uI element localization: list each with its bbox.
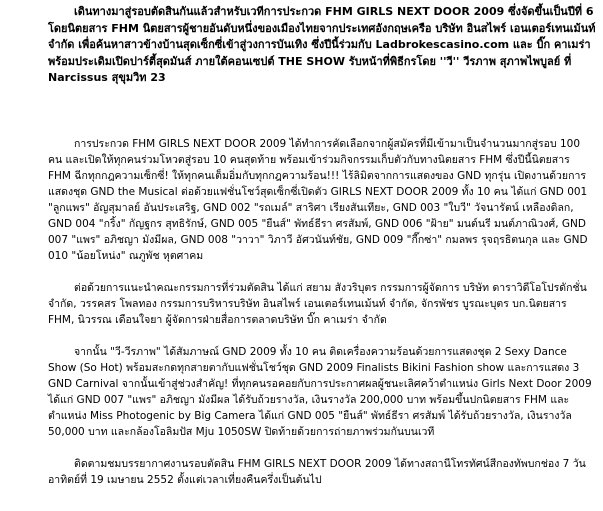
paragraph-text: จากนั้น "วี-วีรภาพ" ได้สัมภาษณ์ GND 2009 ทั้ง 10 คน ติดเครื่องความร้อนด้วยการแสดงชุด 2 Sexy Dance Show (So Hot) พร้อมสะกดทุกสายตากับแฟชั่นโชว์ชุด GND 2009 Finalists Bikini Fashion show และการแสดง 3 GND Carnival จากนั้นเข้าสู่ช่วงสำคัญ! ที่ทุกคนรอคอยกับการประกาศผลผู้ชนะเลิศคว้าตำแหน่ง Girls Next Door 2009 ได้แก่ GND 007 "แพร" อภิชญา มังมีผล ได้รับถ้วยรางวัล, เงินรางวัล 200,000 บาท พร้อมขึ้นปกนิตยสาร FHM และตำแหน่ง Miss Photogenic by Big Camera ได้แก่ GND 005 "ยืนส์" พัทธ์ธีรา ศรสัมพ์ ได้รับถ้วยรางวัล, เงินรางวัล 50,000 บาท และกล้องโอลิมปัส Mju 1050SW ปิดท้ายด้วยการถ่ายภาพร่วมกันบนเวที xyxy=(48,346,592,438)
paragraph-text: การประกวด FHM GIRLS NEXT DOOR 2009 ได้ทำการคัดเลือกจากผู้สมัครที่มีเข้ามาเป็นจำนวนมากสู่รอบ 100 คน และเปิดให้ทุกคนร่วมโหวตสู่รอบ 10 คนสุดท้าย พร้อมเข้าร่วมกิจกรรมเก็บตัวกับทางนิตยสาร FHM ซึ่งปีนี้นิตยสาร FHM ฉีกทุกกฎความเซ็กซี่! ให้ทุกคนเต็มอิ่มกับทุกกฎความร้อน!!! ไร้ลิมิตจากการแสดงของ GND ทุกรุ่น เปิดงานด้วยการแสดงชุด GND the Musical ต่อด้วยแฟชั่นโชว์สุดเซ็กซี่เปิดตัว GIRLS NEXT DOOR 2009 ทั้ง 10 คน ได้แก่ GND 001 "ลูกแพร" อัญสุมาลย์ อันประเสริฐ, GND 002 "รถเมล์" สาริศา เรียงสันเทียะ, GND 003 "ใบวี" วัจนารัตน์ เหลืองดิลก, GND 004 "กริ้ง" กัญฐกร สุทธิรักษ์, GND 005 "ยืนส์" พัทธ์ธีรา ศรสัมพ์, GND 006 "ฝ้าย" มนต์นรี มนต์ภาณิวงศ์, GND 007 "แพร" อภิชญา มังมีผล, GND 008 "วาวา" วิภาวี อัศวนันท์ชัย, GND 009 "กี๊กซ่า" กมลพร รุจฤรธิตนกุล และ GND 010 "น้อยโหน่ง" ณภูพัช หุตศาคม xyxy=(48,138,588,262)
body-paragraph-4 xyxy=(48,456,596,488)
lead-text: เดินทางมาสู่รอบตัดสินกันแล้วสำหรับเวทีการประกวด FHM GIRLS NEXT DOOR 2009 ซึ่งจัดขึ้นเป็นปีที่ 6 โดยนิตยสาร FHM นิตยสารผู้ชายอันดับหนึ่งของเมืองไทยจากประเทศอังกฤษเครือ บริษัท อินสไพร์ เอนเตอร์เทนเม้นท์ จำกัด เพื่อค้นหาสาวข้างบ้านสุดเซ็กซี่เข้าสู่วงการบันเทิง ซึ่งปีนี้ร่วมกับ Ladbrokescasino.com และ บิ๊ก คาเมร่า พร้อมประเดิมเปิดปาร์ตี้สุดมันส์ ภายใต้คอนเซปต์ THE SHOW รับหน้าที่พิธีกรโดย ''วี'' วีรภาพ สุภาพไพบูลย์ ที่ Narcissus สุขุมวิท 23 xyxy=(48,5,596,84)
body-paragraph-2 xyxy=(48,280,596,328)
body-paragraph-3 xyxy=(48,344,596,440)
body-paragraph-1 xyxy=(48,136,596,264)
lead-paragraph xyxy=(48,4,596,87)
article-body xyxy=(48,136,596,504)
paragraph-text: ต่อด้วยการแนะนำคณะกรรมการที่ร่วมตัดสิน ได้แก่ สยาม สังวริบุตร กรรมการผู้จัดการ บริษัท ดาราวิดีโอโปรดักชั่น จำกัด, วรรคสร โพลทอง กรรมการบริหารบริษัท อินสไพร์ เอนเตอร์เทนเม้นท์ จำกัด, จักรพัชร บูรณะบุตร บก.นิตยสาร FHM, นิวรรณ เดือนใจยา ผู้จัดการฝ่ายสื่อการตลาดบริษัท บิ๊ก คาเมร่า จำกัด xyxy=(48,282,587,326)
paragraph-text: ติดตามชมบรรยากาศงานรอบตัดสิน FHM GIRLS NEXT DOOR 2009 ได้ทางสถานีโทรทัศน์สีกองทัพบกช่อง 7 วันอาทิตย์ที่ 19 เมษายน 2552 ตั้งแต่เวลาเที่ยงคืนครึ่งเป็นต้นไป xyxy=(48,458,586,486)
